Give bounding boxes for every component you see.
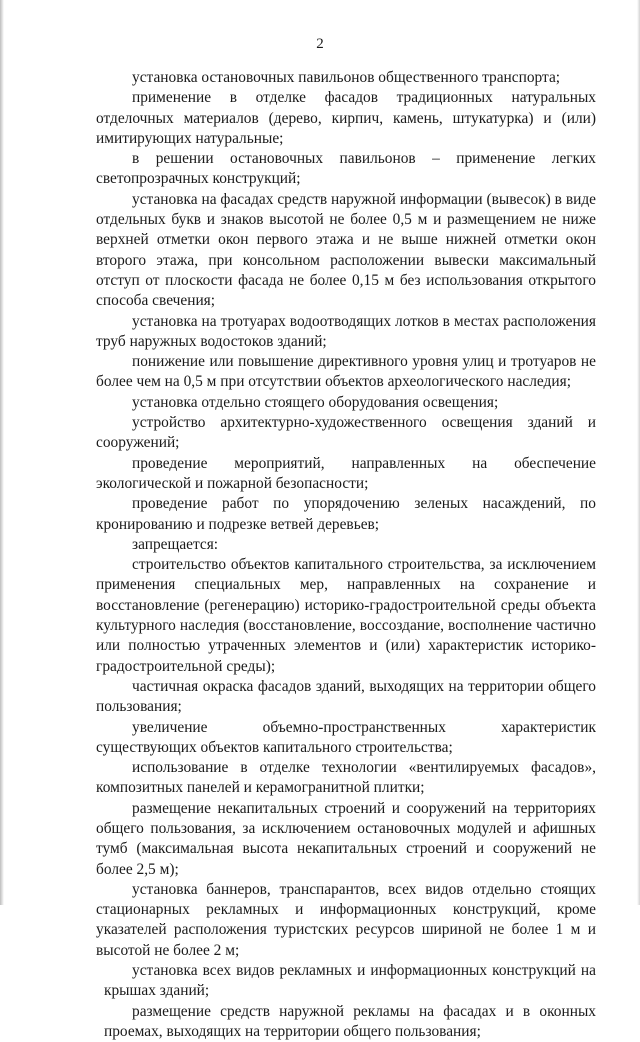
paragraph-banners: установка баннеров, транспарантов, всех видов отдельно стоящих стационарных рекламных и информационных конструкций, кроме указателей расположения туристских ресурсов шириной не более 1 м и высотой не более 2 м;	[96, 880, 596, 959]
paragraph-architectural-lighting: устройство архитектурно-художественного освещения зданий и сооружений;	[96, 414, 596, 452]
paragraph-facade-advertising: размещение средств наружной рекламы на фасадах и в оконных проемах, выходящих на территории общего пользования;	[104, 1002, 596, 1040]
paragraph-prohibited-heading: запрещается:	[132, 535, 219, 553]
paragraph-lighting-equipment: установка отдельно стоящего оборудования освещения;	[132, 393, 499, 411]
scan-edge-left	[0, 0, 4, 905]
paragraph-ventilated-facades: использование в отделке технологии «вентилируемых фасадов», композитных панелей и керамогранитной плитки;	[96, 759, 596, 797]
paragraph-partial-painting: частичная окраска фасадов зданий, выходящих на территории общего пользования;	[96, 677, 596, 716]
paragraph-signage: установка на фасадах средств наружной информации (вывесок) в виде отдельных букв и знаков высотой не более 0,5 м и размещением не ниже верхней отметки окон первого этажа и не выше нижней отметки окон второго этажа, при консольном расположении вывески максимальный отступ от плоскости фасада не более 0,15 м без использования открытого способа свечения;	[96, 190, 596, 310]
paragraph-bus-stop-pavilions: установка остановочных павильонов общественного транспорта;	[132, 69, 561, 86]
paragraph-drainage-trays: установка на тротуарах водоотводящих лотков в местах расположения труб наружных водостоков зданий;	[96, 312, 596, 350]
paragraph-capital-construction: строительство объектов капитального строительства, за исключением применения специальных мер, направленных на сохранение и восстановление (регенерацию) историко-градостроительной среды объекта культурного наследия (восстановление, воссоздание, восполнение частично или полностью утраченных элементов и (или) характеристик историко-градостроительной среды);	[96, 556, 596, 675]
paragraph-volume-increase: увеличение объемно-пространственных характеристик существующих объектов капитального строительства;	[96, 718, 596, 756]
paragraph-safety-measures: проведение мероприятий, направленных на обеспечение экологической и пожарной безопасности;	[96, 454, 596, 492]
page-number: 2	[316, 36, 324, 52]
paragraph-roof-advertising: установка всех видов рекламных и информационных конструкций на крышах зданий;	[104, 962, 596, 1000]
document-body	[96, 68, 596, 1042]
paragraph-facade-materials: применение в отделке фасадов традиционных натуральных отделочных материалов (дерево, кирпич, камень, штукатурка) и (или) имитирующих натуральные;	[96, 89, 596, 147]
paragraph-pavilion-structures: в решении остановочных павильонов – применение легких светопрозрачных конструкций;	[96, 150, 596, 188]
paragraph-street-level: понижение или повышение директивного уровня улиц и тротуаров не более чем на 0,5 м при отсутствии объектов археологического наследия;	[96, 353, 596, 391]
paragraph-non-capital-structures: размещение некапитальных строений и сооружений на территориях общего пользования, за исключением остановочных модулей и афишных тумб (максимальная высота некапитальных строений и сооружений не более 2,5 м);	[96, 799, 596, 878]
paragraph-green-spaces: проведение работ по упорядочению зеленых насаждений, по кронированию и подрезке ветвей деревьев;	[96, 495, 596, 533]
